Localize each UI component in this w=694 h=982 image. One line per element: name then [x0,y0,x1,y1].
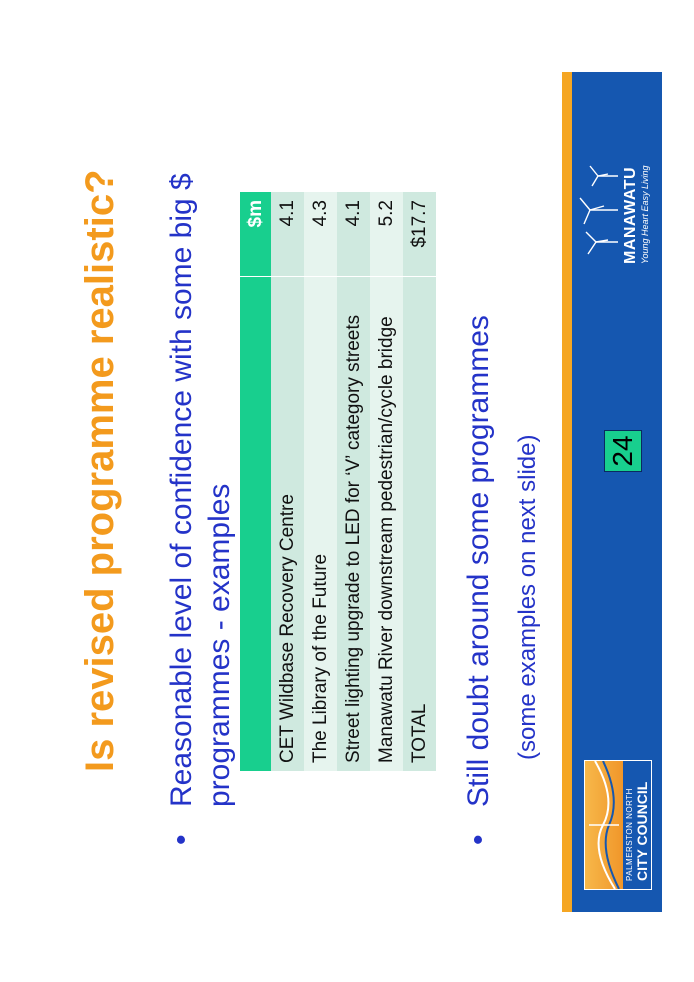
row-value: $17.7 [403,192,436,277]
manawatu-tagline: Young Heart Easy Living [640,165,650,264]
row-name: TOTAL [403,277,436,772]
table-row [271,192,304,772]
next-slide-note: (some examples on next slide) [514,434,541,760]
bullet-dot: • [165,834,198,845]
wind-turbine-icon [578,152,620,262]
row-value: 4.1 [271,192,304,277]
row-value: 5.2 [370,192,403,277]
header-value-cell: $m [240,192,271,277]
bullet-text: Still doubt around some programmes [462,315,495,807]
row-value: 4.3 [304,192,337,277]
programme-table [240,191,436,772]
row-name: Manawatu River downstream pedestrian/cycle bridge [370,277,403,772]
row-name: Street lighting upgrade to LED for ‘V’ category streets [337,277,370,772]
council-logo-mark [585,761,623,889]
council-name-line1: PALMERSTON NORTH [625,788,634,881]
manawatu-name: MANAWATU [622,166,639,264]
table-row-total [403,192,436,772]
bullet-confidence [163,77,239,845]
row-name: CET Wildbase Recovery Centre [271,277,304,772]
header-name-cell [240,277,271,772]
bullet-text: Reasonable level of confidence with some big $ programmes - examples [165,173,236,807]
slide-title: Is revised programme realistic? [78,169,122,772]
bullet-dot: • [462,834,495,845]
footer-stripe [562,72,572,912]
row-name: The Library of the Future [304,277,337,772]
table-row [370,192,403,772]
bridge-logo-icon [585,761,623,889]
council-logo [584,760,652,890]
table-row [304,192,337,772]
table-row [337,192,370,772]
row-value: 4.1 [337,192,370,277]
bullet-doubt [460,77,498,845]
manawatu-logo [578,92,658,272]
council-name-line2: CITY COUNCIL [634,781,650,881]
table-header-row [240,192,271,772]
footer-bar [572,72,662,912]
page-number: 24 [604,430,642,472]
